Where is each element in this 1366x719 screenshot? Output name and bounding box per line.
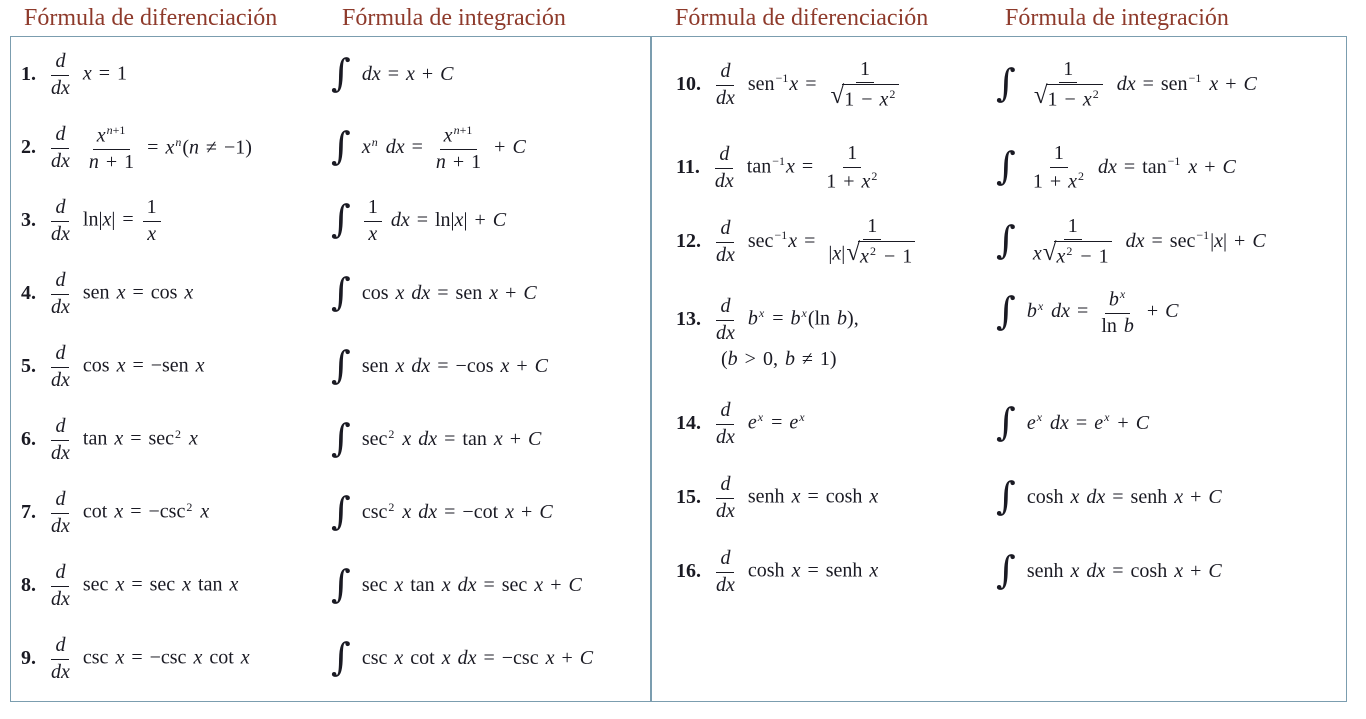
superscript: 2 <box>388 499 395 514</box>
square-root: √ $1 - x^2$ <box>831 84 900 112</box>
integration-cell <box>996 215 1346 270</box>
differentiation-cell <box>676 473 996 523</box>
integration-formula: ∫ $x^n$ dx = $\frac{x^{n+1}}{n + 1}$ + C <box>331 122 526 173</box>
superscript: n+1 <box>453 122 473 137</box>
integral-sign: ∫ <box>331 51 351 96</box>
row-number: 5. <box>21 355 36 378</box>
differentiation-formula: $\frac{d}{dx}$ $\tan x = \sec^2 x$ <box>45 415 198 465</box>
fraction: $\frac{1}{1 + x^2}$ <box>826 142 878 193</box>
fraction: 1 √ $1 - x^2$ <box>1029 58 1108 113</box>
differentiation-formula: $\frac{d}{dx}$ $\sec^{-1}x$ = 1 |x| √ $x^2 - 1$ <box>710 215 922 270</box>
fraction: $\frac{d}{dx}$ <box>714 142 734 192</box>
superscript: −1 <box>772 154 786 169</box>
integration-formula: ∫ 1 x √ $x^2 - 1$ dx = $\sec^{-1}|x| + C$ <box>996 214 1266 268</box>
row-number: 15. <box>676 485 701 508</box>
integration-cell <box>331 562 650 607</box>
differentiation-formula: $\frac{d}{dx}$ $\frac{x^{n+1}}{n + 1}$ = $x^n(n \ne -1)$ <box>45 123 252 175</box>
integral-sign: ∫ <box>331 562 351 607</box>
integral-sign: ∫ <box>331 124 351 169</box>
integral-sign: ∫ <box>996 399 1016 444</box>
formula-line <box>21 488 331 538</box>
differentiation-cell <box>21 415 331 465</box>
superscript: 2 <box>889 87 896 102</box>
column-header-integration: Fórmula de integración <box>342 4 566 31</box>
integration-formula: ∫ cosh x dx = senh x + C <box>996 473 1222 518</box>
column-header-integration: Fórmula de integración <box>1005 4 1229 31</box>
formula-line <box>21 269 331 319</box>
formula-line <box>676 295 996 345</box>
differentiation-cell <box>21 123 331 175</box>
integration-formula: ∫ $\sec^2 x$ dx = tan x + C <box>331 416 542 461</box>
fraction: $\frac{d}{dx}$ <box>51 415 70 464</box>
integral-sign: ∫ <box>331 635 351 680</box>
formula-rows <box>651 36 1347 702</box>
differentiation-cell <box>676 215 996 270</box>
fraction: $\frac{d}{dx}$ <box>51 50 70 99</box>
superscript: 2 <box>1092 87 1099 102</box>
fraction: 1 x √ $x^2 - 1$ <box>1029 215 1117 270</box>
fraction: $\frac{d}{dx}$ <box>51 634 70 683</box>
integration-cell <box>331 196 650 246</box>
differentiation-cell <box>21 561 331 611</box>
fraction: $\frac{d}{dx}$ <box>51 488 70 537</box>
superscript: x <box>758 306 765 321</box>
row-number: 6. <box>21 428 36 451</box>
row-number: 13. <box>676 307 701 330</box>
differentiation-formula: $\frac{d}{dx}$ ln|x| = $\frac{1}{x}$ <box>45 196 163 246</box>
integration-formula: ∫ dx = x + C <box>331 51 454 96</box>
integration-formula: ∫ sec x tan x dx = sec x + C <box>331 562 582 607</box>
integration-cell <box>996 142 1346 194</box>
table-row <box>652 387 1346 461</box>
fraction: $\frac{d}{dx}$ <box>716 546 735 596</box>
integral-sign: ∫ <box>331 416 351 461</box>
formula-line <box>21 123 331 175</box>
superscript: −1 <box>775 71 789 86</box>
formula-rows <box>10 36 651 702</box>
differentiation-cell <box>21 50 331 100</box>
differentiation-formula: $\frac{d}{dx}$ x = 1 <box>45 50 127 100</box>
superscript: −1 <box>774 228 788 243</box>
differentiation-formula: $\frac{d}{dx}$ senh x = cosh x <box>710 473 878 523</box>
column-header-differentiation: Fórmula de diferenciación <box>675 4 929 31</box>
differentiation-cell <box>676 142 996 194</box>
row-number: 10. <box>676 72 701 95</box>
differentiation-cell <box>21 196 331 246</box>
integration-formula: ∫ sen x dx = −cos x + C <box>331 343 548 388</box>
fraction: $\frac{d}{dx}$ <box>716 59 735 109</box>
integration-formula: ∫ $\csc^2 x$ dx = −cot x + C <box>331 489 553 534</box>
formula-line <box>21 634 331 684</box>
row-number: 8. <box>21 574 36 597</box>
fraction: 1 √ $1 - x^2$ <box>826 58 905 113</box>
integral-sign: ∫ <box>996 547 1016 592</box>
superscript: x <box>801 306 807 321</box>
formula-line <box>21 342 331 392</box>
differentiation-formula: $\frac{d}{dx}$ $\tan^{-1}x$ = $\frac{1}{1 + x^2}$ <box>709 142 884 194</box>
row-number: 1. <box>21 63 36 86</box>
formulas-panel-right <box>651 0 1347 702</box>
integration-formula: ∫ $\frac{1}{x}$ dx = ln|x| + C <box>331 196 507 245</box>
integration-formula: ∫ $b^x$ dx = $\frac{b^x}{\text{ln b}}$ + C <box>996 287 1179 338</box>
differentiation-formula: $\frac{d}{dx}$ cosh x = senh x <box>710 547 878 597</box>
integration-cell <box>331 635 650 680</box>
panel-header-row <box>651 0 1347 36</box>
row-number: 12. <box>676 229 701 252</box>
superscript: −1 <box>1167 154 1181 169</box>
fraction: $\frac{x^{n+1}}{n + 1}$ <box>435 122 482 173</box>
differentiation-cell <box>676 399 996 449</box>
superscript: n <box>175 134 182 149</box>
formula-line <box>676 473 996 523</box>
table-row <box>11 404 650 477</box>
superscript: 2 <box>186 499 193 514</box>
fraction: 1 |x| √ $x^2 - 1$ <box>824 215 920 270</box>
integral-sign: ∫ <box>331 197 351 242</box>
formula-line <box>21 561 331 611</box>
row-number: 16. <box>676 559 701 582</box>
column-header-differentiation: Fórmula de diferenciación <box>24 4 278 31</box>
radical-sign: √ <box>1033 82 1048 110</box>
row-number: 2. <box>21 136 36 159</box>
integral-sign: ∫ <box>331 343 351 388</box>
integral-sign: ∫ <box>996 217 1016 262</box>
formula-line <box>676 58 996 113</box>
radical-sign: √ <box>1042 239 1057 267</box>
differentiation-cell <box>21 269 331 319</box>
fraction: $\frac{d}{dx}$ <box>51 196 70 245</box>
formula-line <box>21 50 331 100</box>
table-row <box>652 535 1346 609</box>
superscript: 2 <box>869 244 876 259</box>
differentiation-formula: $\frac{d}{dx}$ $\cot x = -\csc^2$ x <box>45 488 209 538</box>
fraction: $\frac{d}{dx}$ <box>51 342 70 391</box>
differentiation-cell <box>21 634 331 684</box>
formula-line <box>21 415 331 465</box>
table-row <box>11 258 650 331</box>
integration-cell <box>331 270 650 315</box>
integration-cell <box>996 58 1346 113</box>
table-row <box>652 39 1346 131</box>
fraction: $\frac{d}{dx}$ <box>716 216 735 266</box>
fraction: $\frac{1}{1 + x^2}$ <box>1032 142 1084 193</box>
superscript: n <box>371 134 378 149</box>
integration-cell <box>331 123 650 175</box>
table-row <box>11 477 650 550</box>
integration-formula: ∫ cos x dx = sen x + C <box>331 270 537 315</box>
superscript: 2 <box>1066 244 1073 259</box>
table-row <box>11 112 650 185</box>
row-number: 3. <box>21 209 36 232</box>
radical-sign: √ <box>846 239 861 267</box>
integration-formula: ∫ $e^x$ dx = $e^x + C$ <box>996 399 1150 444</box>
row-number: 14. <box>676 411 701 434</box>
superscript: x <box>1119 287 1126 301</box>
formula-line <box>676 547 996 597</box>
differentiation-formula: $\frac{d}{dx}$ cos x = −sen x <box>45 342 205 392</box>
fraction: $\frac{1}{x}$ <box>143 196 161 246</box>
square-root: √ $1 - x^2$ <box>1034 84 1103 112</box>
panel-header-row <box>10 0 651 36</box>
fraction: $\frac{b^x}{\text{ln b}}$ <box>1101 287 1134 338</box>
superscript: x <box>1104 410 1110 425</box>
row-number: 7. <box>21 501 36 524</box>
formula-line <box>21 196 331 246</box>
fraction: $\frac{1}{x}$ <box>364 196 382 246</box>
table-row <box>652 131 1346 205</box>
differentiation-formula: $\frac{d}{dx}$ csc x = −csc x cot x <box>45 634 250 684</box>
fraction: $\frac{x^{n+1}}{n + 1}$ <box>88 122 135 173</box>
differentiation-formula: $\frac{d}{dx}$ sen$^{-1}$x = 1 √ $1 - x^2$ <box>710 58 906 113</box>
square-root: √ $x^2 - 1$ <box>846 241 915 269</box>
differentiation-cell <box>676 547 996 597</box>
integration-formula: ∫ csc x cot x dx = −csc x + C <box>331 635 594 680</box>
row-number: 11. <box>676 155 700 178</box>
table-row <box>652 279 1346 387</box>
fraction: $\frac{d}{dx}$ <box>716 398 735 448</box>
integral-sign: ∫ <box>996 288 1016 333</box>
square-root: √ $x^2 - 1$ <box>1043 241 1112 269</box>
superscript: −1 <box>1196 228 1210 243</box>
differentiation-formula: $\frac{d}{dx}$ sec x = sec x tan x <box>45 561 238 611</box>
fraction: $\frac{d}{dx}$ <box>716 472 735 522</box>
formulas-panel-left <box>10 0 651 702</box>
differentiation-cell <box>676 295 996 371</box>
fraction: $\frac{d}{dx}$ <box>716 294 735 344</box>
integral-sign: ∫ <box>331 270 351 315</box>
superscript: 2 <box>175 426 182 441</box>
integration-cell <box>996 473 1346 518</box>
differentiation-formula: $\frac{d}{dx}$ $e^x = e^x$ <box>710 399 806 449</box>
row-number: 4. <box>21 282 36 305</box>
integration-cell <box>996 287 1346 339</box>
superscript: n+1 <box>106 122 126 137</box>
fraction: $\frac{d}{dx}$ <box>51 269 70 318</box>
superscript: −1 <box>1188 71 1202 86</box>
integration-formula: ∫ $\frac{1}{1 + x^2}$ dx = $\tan^{-1} x + C$ <box>996 142 1236 193</box>
superscript: 2 <box>388 426 395 441</box>
integration-cell <box>331 343 650 388</box>
radical-sign: √ <box>830 82 845 110</box>
table-row <box>652 205 1346 279</box>
integration-cell <box>996 399 1346 444</box>
formula-line <box>676 215 996 270</box>
integration-formula: ∫ senh x dx = cosh x + C <box>996 547 1222 592</box>
superscript: 2 <box>871 168 878 183</box>
integration-formula: ∫ 1 √ $1 - x^2$ dx = sen$^{-1}$ x + C <box>996 57 1257 111</box>
table-row <box>11 185 650 258</box>
table-row <box>652 461 1346 535</box>
integral-sign: ∫ <box>996 143 1016 188</box>
superscript: x <box>1036 410 1043 425</box>
integration-cell <box>331 416 650 461</box>
differentiation-formula: $\frac{d}{dx}$ sen x = cos x <box>45 269 193 319</box>
differentiation-cell <box>676 58 996 113</box>
table-row <box>11 550 650 623</box>
integral-sign: ∫ <box>996 473 1016 518</box>
formula-line <box>676 399 996 449</box>
table-row <box>11 623 650 696</box>
superscript: x <box>1037 298 1044 313</box>
formula-line <box>676 142 996 194</box>
integral-sign: ∫ <box>331 489 351 534</box>
differentiation-cell <box>21 488 331 538</box>
differentiation-formula: $\frac{d}{dx}$ $b^x = b^x(\ln$ b), <box>710 295 859 345</box>
integration-cell <box>331 51 650 96</box>
table-row <box>11 331 650 404</box>
superscript: x <box>799 410 805 425</box>
row-number: 9. <box>21 647 36 670</box>
integration-cell <box>331 489 650 534</box>
superscript: 2 <box>1077 168 1084 183</box>
fraction: $\frac{d}{dx}$ <box>51 123 70 172</box>
fraction: $\frac{d}{dx}$ <box>51 561 70 610</box>
formula-condition: (b > 0, b ≠ 1) <box>721 348 837 371</box>
table-row <box>11 39 650 112</box>
integral-sign: ∫ <box>996 60 1016 105</box>
integration-cell <box>996 547 1346 592</box>
differentiation-cell <box>21 342 331 392</box>
superscript: x <box>757 410 764 425</box>
